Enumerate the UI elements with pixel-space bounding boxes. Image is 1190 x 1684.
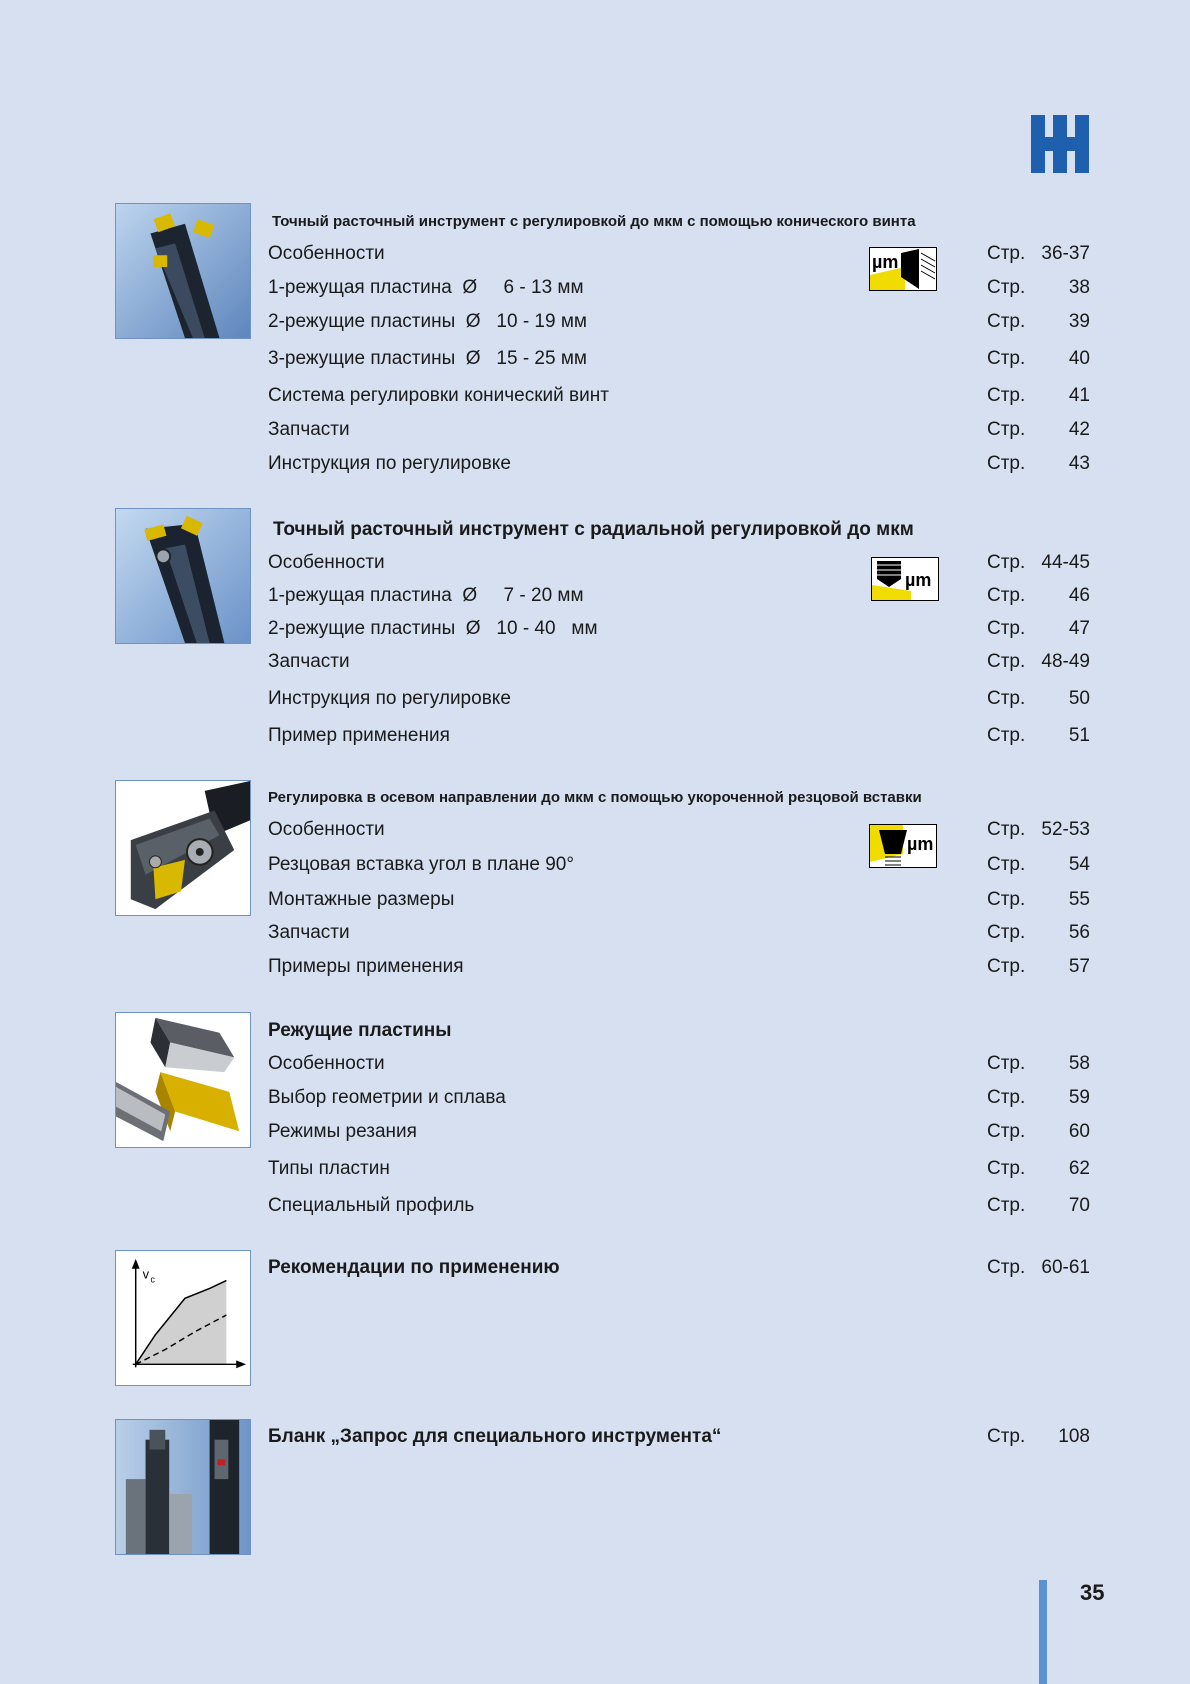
toc-row[interactable]: 2-режущие пластины Ø 10 - 19 мм Стр. 39 [268,311,1090,332]
toc-row[interactable]: Запчасти Стр. 56 [268,922,1090,943]
badge-text: µm [907,834,934,854]
badge-text: µm [905,570,932,590]
toc-row[interactable]: Особенности Стр. 52-53 [268,819,1090,840]
page-number-bar [1039,1580,1047,1684]
toc-row[interactable]: Специальный профиль Стр. 70 [268,1195,1090,1216]
company-logo-icon [1031,115,1089,173]
section-heading: Точный расточный инструмент с регулировкой до мкм с помощью конического винта [272,213,916,230]
toc-row[interactable]: Примеры применения Стр. 57 [268,956,1090,977]
toc-row[interactable]: 3-режущие пластины Ø 15 - 25 мм Стр. 40 [268,348,1090,369]
toc-row[interactable]: 1-режущая пластина Ø 6 - 13 мм Стр. 38 [268,277,1090,298]
chart-axis-label: v [142,1266,150,1282]
toc-row[interactable]: Особенности Стр. 36-37 [268,243,1090,264]
toc-row[interactable]: Выбор геометрии и сплава Стр. 59 [268,1087,1090,1108]
toc-row[interactable]: Система регулировки конический винт Стр. 41 [268,385,1090,406]
toc-row[interactable]: Монтажные размеры Стр. 55 [268,889,1090,910]
badge-text: µm [872,252,899,272]
chart-axis-sub: c [150,1274,155,1285]
toc-row[interactable]: Режимы резания Стр. 60 [268,1121,1090,1142]
toc-row[interactable]: Запчасти Стр. 42 [268,419,1090,440]
toc-row[interactable]: Инструкция по регулировке Стр. 43 [268,453,1090,474]
section-heading: Режущие пластины [268,1020,452,1041]
page-number: 35 [1080,1580,1105,1605]
toc-row[interactable]: 1-режущая пластина Ø 7 - 20 мм Стр. 46 [268,585,1090,606]
toc-row[interactable]: Типы пластин Стр. 62 [268,1158,1090,1179]
section-heading: Точный расточный инструмент с радиальной регулировкой до мкм [273,519,914,540]
toc-row[interactable]: Инструкция по регулировке Стр. 50 [268,688,1090,709]
section-heading: Регулировка в осевом направлении до мкм с помощью укороченной резцовой вставки [268,789,922,806]
toc-row[interactable]: Особенности Стр. 58 [268,1053,1090,1074]
toc-row[interactable]: Бланк „Запрос для специального инструмента“ Стр. 108 [268,1426,1090,1447]
toc-row[interactable]: Запчасти Стр. 48-49 [268,651,1090,672]
toc-row[interactable]: Особенности Стр. 44-45 [268,552,1090,573]
toc-row[interactable]: Пример применения Стр. 51 [268,725,1090,746]
toc-row[interactable]: 2-режущие пластины Ø 10 - 40 мм Стр. 47 [268,618,1090,639]
toc-row[interactable]: Рекомендации по применению Стр. 60-61 [268,1257,1090,1278]
toc-row[interactable]: Резцовая вставка угол в плане 90° Стр. 54 [268,854,1090,875]
